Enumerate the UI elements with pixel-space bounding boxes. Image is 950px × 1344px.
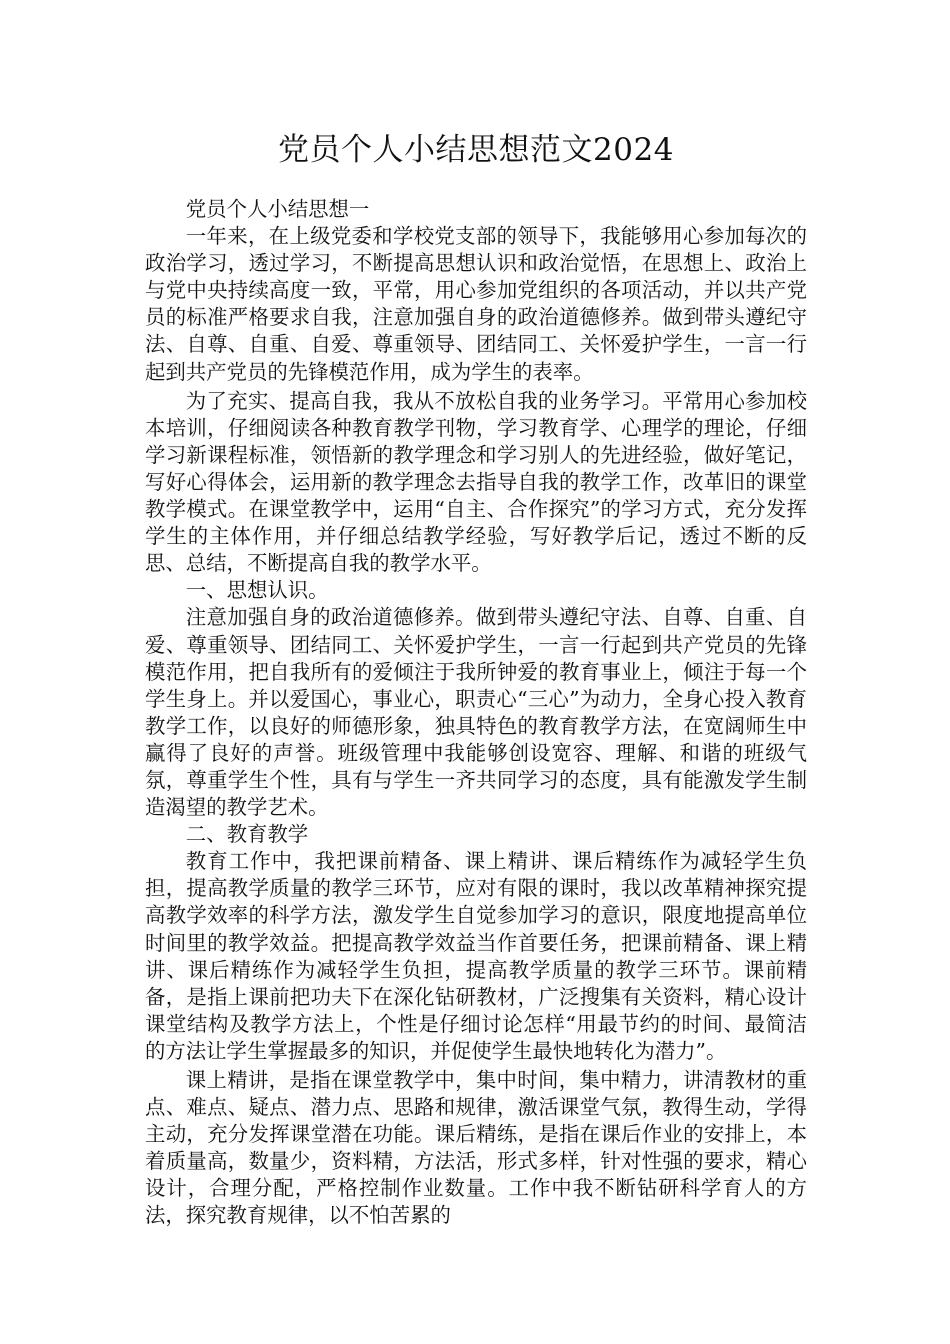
document-title: 党员个人小结思想范文2024 — [278, 132, 674, 168]
section-heading-1: 党员个人小结思想一 — [185, 197, 370, 221]
paragraph-2: 为了充实、提高自我，我从不放松自我的业务学习。平常用心参加校本培训，仔细阅读各种教育教学刊物，学习教育学、心理学的理论，仔细学习新课程标准，领悟新的教学理念和学习别人的先进经验，做好笔记，写好心得体会，运用新的教学理念去指导自我的教学工作，改革旧的课堂教学模式。在课堂教学中，运用“自主、合作探究”的学习方式，充分发挥学生的主体作用，并仔细总结教学经验，写好教学后记，透过不断的反思、总结，不断提高自我的教学水平。 — [145, 388, 807, 576]
paragraph-1: 一年来，在上级党委和学校党支部的领导下，我能够用心参加每次的政治学习，透过学习，不断提高思想认识和政治觉悟，在思想上、政治上与党中央持续高度一致，平常，用心参加党组织的各项活动，并以共产党员的标准严格要求自我，注意加强自身的政治道德修养。做到带头遵纪守法、自尊、自重、自爱、尊重领导、团结同工、关怀爱护学生，一言一行起到共产党员的先锋模范作用，成为学生的表率。 — [145, 224, 807, 384]
paragraph-4: 教育工作中，我把课前精备、课上精讲、课后精练作为减轻学生负担，提高教学质量的教学三环节，应对有限的课时，我以改革精神探究提高教学效率的科学方法，激发学生自觉参加学习的意识，限度地提高单位时间里的教学效益。把提高教学效益当作首要任务，把课前精备、课上精讲、课后精练作为减轻学生负担，提高教学质量的教学三环节。课前精备，是指上课前把功夫下在深化钻研教材，广泛搜集有关资料，精心设计课堂结构及教学方法上，个性是仔细讨论怎样“用最节约的时间、最简洁的方法让学生掌握最多的知识，并促使学生最快地转化为潜力”。 — [145, 849, 807, 1063]
paragraph-5: 课上精讲，是指在课堂教学中，集中时间，集中精力，讲清教材的重点、难点、疑点、潜力点、思路和规律，激活课堂气氛，教得生动，学得主动，充分发挥课堂潜在功能。课后精练，是指在课后作业的安排上，本着质量高，数量少，资料精，方法活，形式多样，针对性强的要求，精心设计，合理分配，严格控制作业数量。工作中我不断钻研科学育人的方法，探究教育规律，以不怕苦累的 — [145, 1068, 807, 1228]
paragraph-3: 注意加强自身的政治道德修养。做到带头遵纪守法、自尊、自重、自爱、尊重领导、团结同工、关怀爱护学生，一言一行起到共产党员的先锋模范作用，把自我所有的爱倾注于我所钟爱的教育事业上，倾注于每一个学生身上。并以爱国心，事业心，职责心“三心”为动力，全身心投入教育教学工作，以良好的师德形象，独具特色的教育教学方法，在宽阔师生中赢得了良好的声誉。班级管理中我能够创设宽容、理解、和谐的班级气氛，尊重学生个性，具有与学生一齐共同学习的态度，具有能激发学生制造渴望的教学艺术。 — [145, 605, 807, 820]
section-heading-2: 一、思想认识。 — [185, 578, 329, 603]
section-heading-3: 二、教育教学 — [185, 822, 309, 847]
document-page — [145, 128, 807, 1230]
